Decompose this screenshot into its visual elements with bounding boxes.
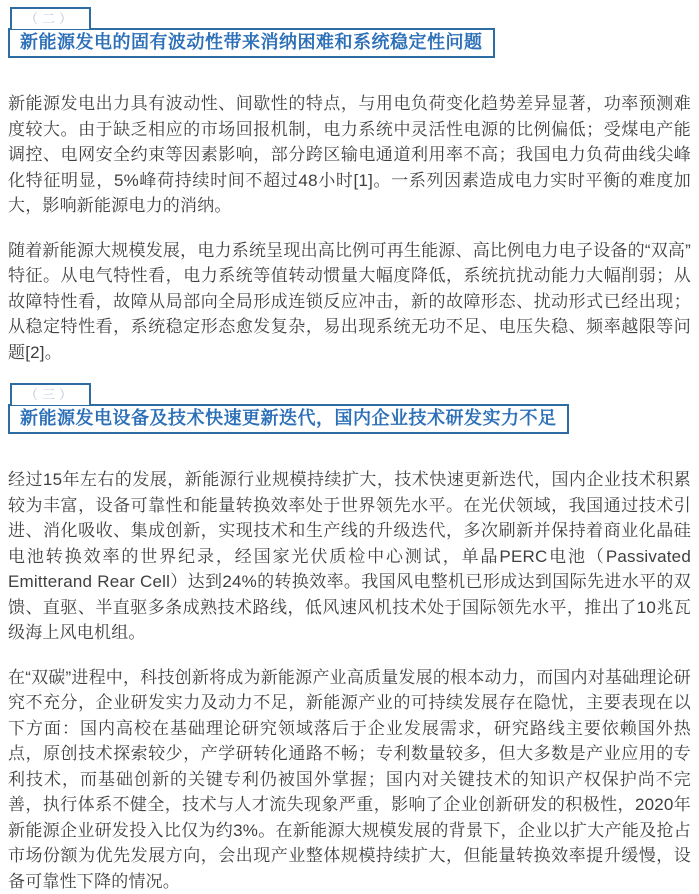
section-2 [8, 7, 691, 365]
section-heading-box [8, 28, 495, 58]
section-number-tab: （二） [10, 7, 91, 29]
body-paragraph: 新能源发电出力具有波动性、间歇性的特点，与用电负荷变化趋势差异显著，功率预测难度较大。由于缺乏相应的市场回报机制，电力系统中灵活性电源的比例偏低；受煤电产能调控、电网安全约束等因素影响，部分跨区输电通道利用率不高；我国电力负荷曲线尖峰化特征明显，5%峰荷持续时间不超过48小时[1]。一系列因素造成电力实时平衡的难度加大，影响新能源电力的消纳。 [8, 91, 691, 219]
section-heading-title: 新能源发电的固有波动性带来消纳困难和系统稳定性问题 [20, 32, 483, 53]
section-number-tab: （三） [10, 383, 91, 405]
section-heading-box [8, 404, 569, 434]
body-paragraph: 随着新能源大规模发展，电力系统呈现出高比例可再生能源、高比例电力电子设备的“双高”特征。从电气特性看，电力系统等值转动惯量大幅度降低，系统抗扰动能力大幅削弱；从故障特性看，故障从局部向全局形成连锁反应冲击，新的故障形态、扰动形式已经出现；从稳定特性看，系统稳定形态愈发复杂，易出现系统无功不足、电压失稳、频率越限等问题[2]。 [8, 238, 691, 366]
section-3 [8, 383, 691, 894]
body-paragraph: 在“双碳”进程中，科技创新将成为新能源产业高质量发展的根本动力，而国内对基础理论研究不充分，企业研发实力及动力不足，新能源产业的可持续发展存在隐忧，主要表现在以下方面：国内高校在基础理论研究领域落后于企业发展需求，研究路线主要依赖国外热点，原创技术探索较少，产学研转化通路不畅；专利数量较多，但大多数是产业应用的专利技术，而基础创新的关键专利仍被国外掌握；国内对关键技术的知识产权保护尚不完善，执行体系不健全，技术与人才流失现象严重，影响了企业创新研发的积极性，2020年新能源企业研发投入比仅为约3%。在新能源大规模发展的背景下，企业以扩大产能及抢占市场份额为优先发展方向，会出现产业整体规模持续扩大，但能量转换效率提升缓慢，设备可靠性下降的情况。 [8, 665, 691, 894]
section-heading-title: 新能源发电设备及技术快速更新迭代，国内企业技术研发实力不足 [20, 408, 557, 429]
body-paragraph: 经过15年左右的发展，新能源行业规模持续扩大，技术快速更新迭代，国内企业技术积累较为丰富，设备可靠性和能量转换效率处于世界领先水平。在光伏领域，我国通过技术引进、消化吸收、集成创新，实现技术和生产线的升级迭代，多次刷新并保持着商业化晶硅电池转换效率的世界纪录，经国家光伏质检中心测试，单晶PERC电池（Passivated Emitterand Rear Cell）达到24%的转换效率。我国风电整机已形成达到国际先进水平的双馈、直驱、半直驱多条成熟技术路线，低风速风机技术处于国际领先水平，推出了10兆瓦级海上风电机组。 [8, 467, 691, 646]
